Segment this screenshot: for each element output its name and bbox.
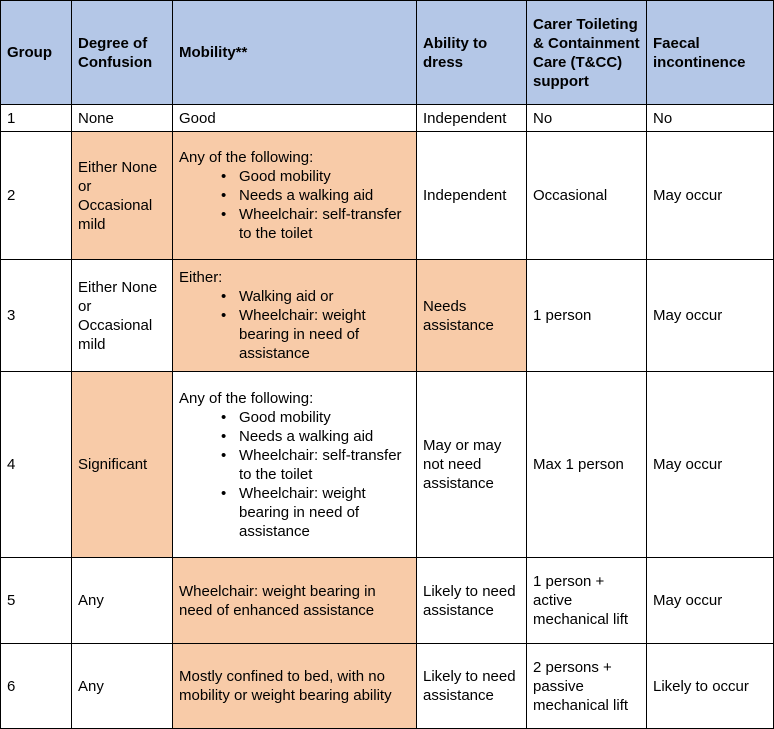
header-faecal-incontinence: Faecal incontinence [647, 1, 774, 105]
dress-cell: Likely to need assistance [417, 558, 527, 644]
mobility-lead: Any of the following: [179, 389, 314, 407]
mobility-cell [173, 372, 417, 558]
support-cell: No [527, 105, 647, 132]
support-cell: 1 person [527, 260, 647, 372]
dress-cell: May or may not need assistance [417, 372, 527, 558]
group-cell: 2 [1, 132, 72, 260]
confusion-cell: Either None or Occasional mild [72, 132, 173, 260]
header-row [1, 1, 774, 105]
header-ability-to-dress: Ability to dress [417, 1, 527, 105]
support-cell: Occasional [527, 132, 647, 260]
list-item: • Needs a walking aid [179, 427, 410, 446]
table-row [1, 132, 774, 260]
dress-cell: Independent [417, 132, 527, 260]
dress-cell: Independent [417, 105, 527, 132]
header-group: Group [1, 1, 72, 105]
dress-cell: Likely to need assistance [417, 644, 527, 729]
table-row [1, 105, 774, 132]
mobility-cell [173, 260, 417, 372]
support-cell: 1 person + active mechanical lift [527, 558, 647, 644]
list-item: • Good mobility [179, 167, 410, 186]
faecal-cell: May occur [647, 132, 774, 260]
list-item: • Wheelchair: weight bearing in need of assistance [179, 306, 410, 363]
table-row [1, 644, 774, 729]
faecal-cell: May occur [647, 558, 774, 644]
list-item: • Walking aid or [179, 287, 410, 306]
faecal-cell: Likely to occur [647, 644, 774, 729]
group-cell: 6 [1, 644, 72, 729]
list-item: • Wheelchair: self-transfer to the toilet [179, 205, 410, 243]
list-item: • Wheelchair: self-transfer to the toilet [179, 446, 410, 484]
header-carer-support: Carer Toileting & Containment Care (T&CC) support [527, 1, 647, 105]
list-item: • Needs a walking aid [179, 186, 410, 205]
table-row [1, 260, 774, 372]
confusion-cell: Either None or Occasional mild [72, 260, 173, 372]
table-row [1, 372, 774, 558]
group-cell: 1 [1, 105, 72, 132]
confusion-cell: None [72, 105, 173, 132]
mobility-cell: Mostly confined to bed, with no mobility or weight bearing ability [173, 644, 417, 729]
mobility-cell: Good [173, 105, 417, 132]
mobility-lead: Either: [179, 269, 223, 286]
list-item: • Good mobility [179, 408, 410, 427]
faecal-cell: May occur [647, 372, 774, 558]
list-item: • Wheelchair: weight bearing in need of assistance [179, 484, 410, 541]
faecal-cell: May occur [647, 260, 774, 372]
confusion-cell: Any [72, 644, 173, 729]
confusion-cell: Significant [72, 372, 173, 558]
mobility-cell [173, 132, 417, 260]
mobility-list [179, 287, 410, 363]
table-row [1, 558, 774, 644]
support-cell: Max 1 person [527, 372, 647, 558]
header-mobility: Mobility** [173, 1, 417, 105]
group-cell: 3 [1, 260, 72, 372]
support-cell: 2 persons + passive mechanical lift [527, 644, 647, 729]
group-cell: 5 [1, 558, 72, 644]
header-degree-of-confusion: Degree of Confusion [72, 1, 173, 105]
dress-cell: Needs assistance [417, 260, 527, 372]
faecal-cell: No [647, 105, 774, 132]
mobility-cell: Wheelchair: weight bearing in need of enhanced assistance [173, 558, 417, 644]
mobility-list [179, 408, 410, 541]
group-cell: 4 [1, 372, 72, 558]
mobility-list [179, 167, 410, 243]
mobility-lead: Any of the following: [179, 149, 314, 166]
confusion-cell: Any [72, 558, 173, 644]
